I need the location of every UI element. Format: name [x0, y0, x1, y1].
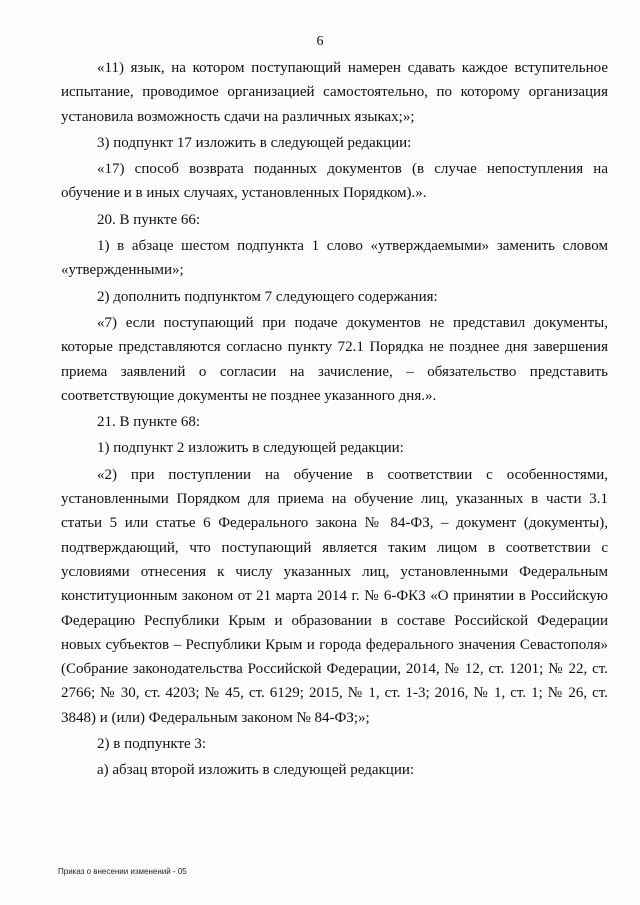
- paragraph-item-7-obligation: «7) если поступающий при подаче документов не представил документы, которые представляются согласно пункту 72.1 Порядка не позднее дня завершения приема заявлений о согласии на зачисление, – обязательство представить соответствующие документы не позднее указанного дня.».: [61, 314, 608, 404]
- paragraph-section-20: 20. В пункте 66:: [97, 211, 201, 228]
- paragraph-subitem-3: 3) подпункт 17 изложить в следующей редакции:: [97, 134, 412, 151]
- paragraph-item-2-crimea-documents: «2) при поступлении на обучение в соответствии с особенностями, установленными Порядком для приема на обучение лиц, указанных в части 3.1 статьи 5 или статье 6 Федерального закона № 84-ФЗ, – документ (документы), подтверждающий, что поступающий является таким лицом в соответствии с условиями отнесения к числу указанных лиц, установленными Федеральным конституционным законом от 21 марта 2014 г. № 6-ФКЗ «О принятии в Российскую Федерацию Республики Крым и образовании в составе Российской Федерации новых субъектов – Республики Крым и города федерального значения Севастополя» (Собрание законодательства Российской Федерации, 2014, № 12, ст. 1201; № 22, ст. 2766; № 30, ст. 4203; № 45, ст. 6129; 2015, № 1, ст. 1-3; 2016, № 1, ст. 1; № 26, ст. 3848) и (или) Федеральным законом № 84-ФЗ;»;: [61, 466, 608, 726]
- paragraph-section-21: 21. В пункте 68:: [97, 414, 201, 431]
- paragraph-subitem-2-in-subitem-3: 2) в подпункте 3:: [97, 736, 207, 753]
- paragraph-subitem-a-second-paragraph: а) абзац второй изложить в следующей редакции:: [97, 762, 415, 779]
- paragraph-subitem-2-add-item-7: 2) дополнить подпунктом 7 следующего содержания:: [97, 288, 438, 305]
- paragraph-item-17-return-method: «17) способ возврата поданных документов (в случае непоступления на обучение и в иных случаях, установленных Порядком).».: [61, 161, 608, 202]
- paragraph-subitem-1-replace-word: 1) в абзаце шестом подпункта 1 слово «утверждаемыми» заменить словом «утвержденными»;: [61, 238, 608, 279]
- document-body: [61, 56, 608, 783]
- paragraph-item-11-language: «11) язык, на котором поступающий намерен сдавать каждое вступительное испытание, проводимое организацией самостоятельно, по которому организация установила возможность сдачи на различных языках;»;: [61, 60, 608, 125]
- page-number: 6: [316, 34, 324, 49]
- footer-note: Приказ о внесении изменений - 05: [58, 867, 187, 876]
- paragraph-subitem-1-new-edition: 1) подпункт 2 изложить в следующей редакции:: [97, 440, 404, 457]
